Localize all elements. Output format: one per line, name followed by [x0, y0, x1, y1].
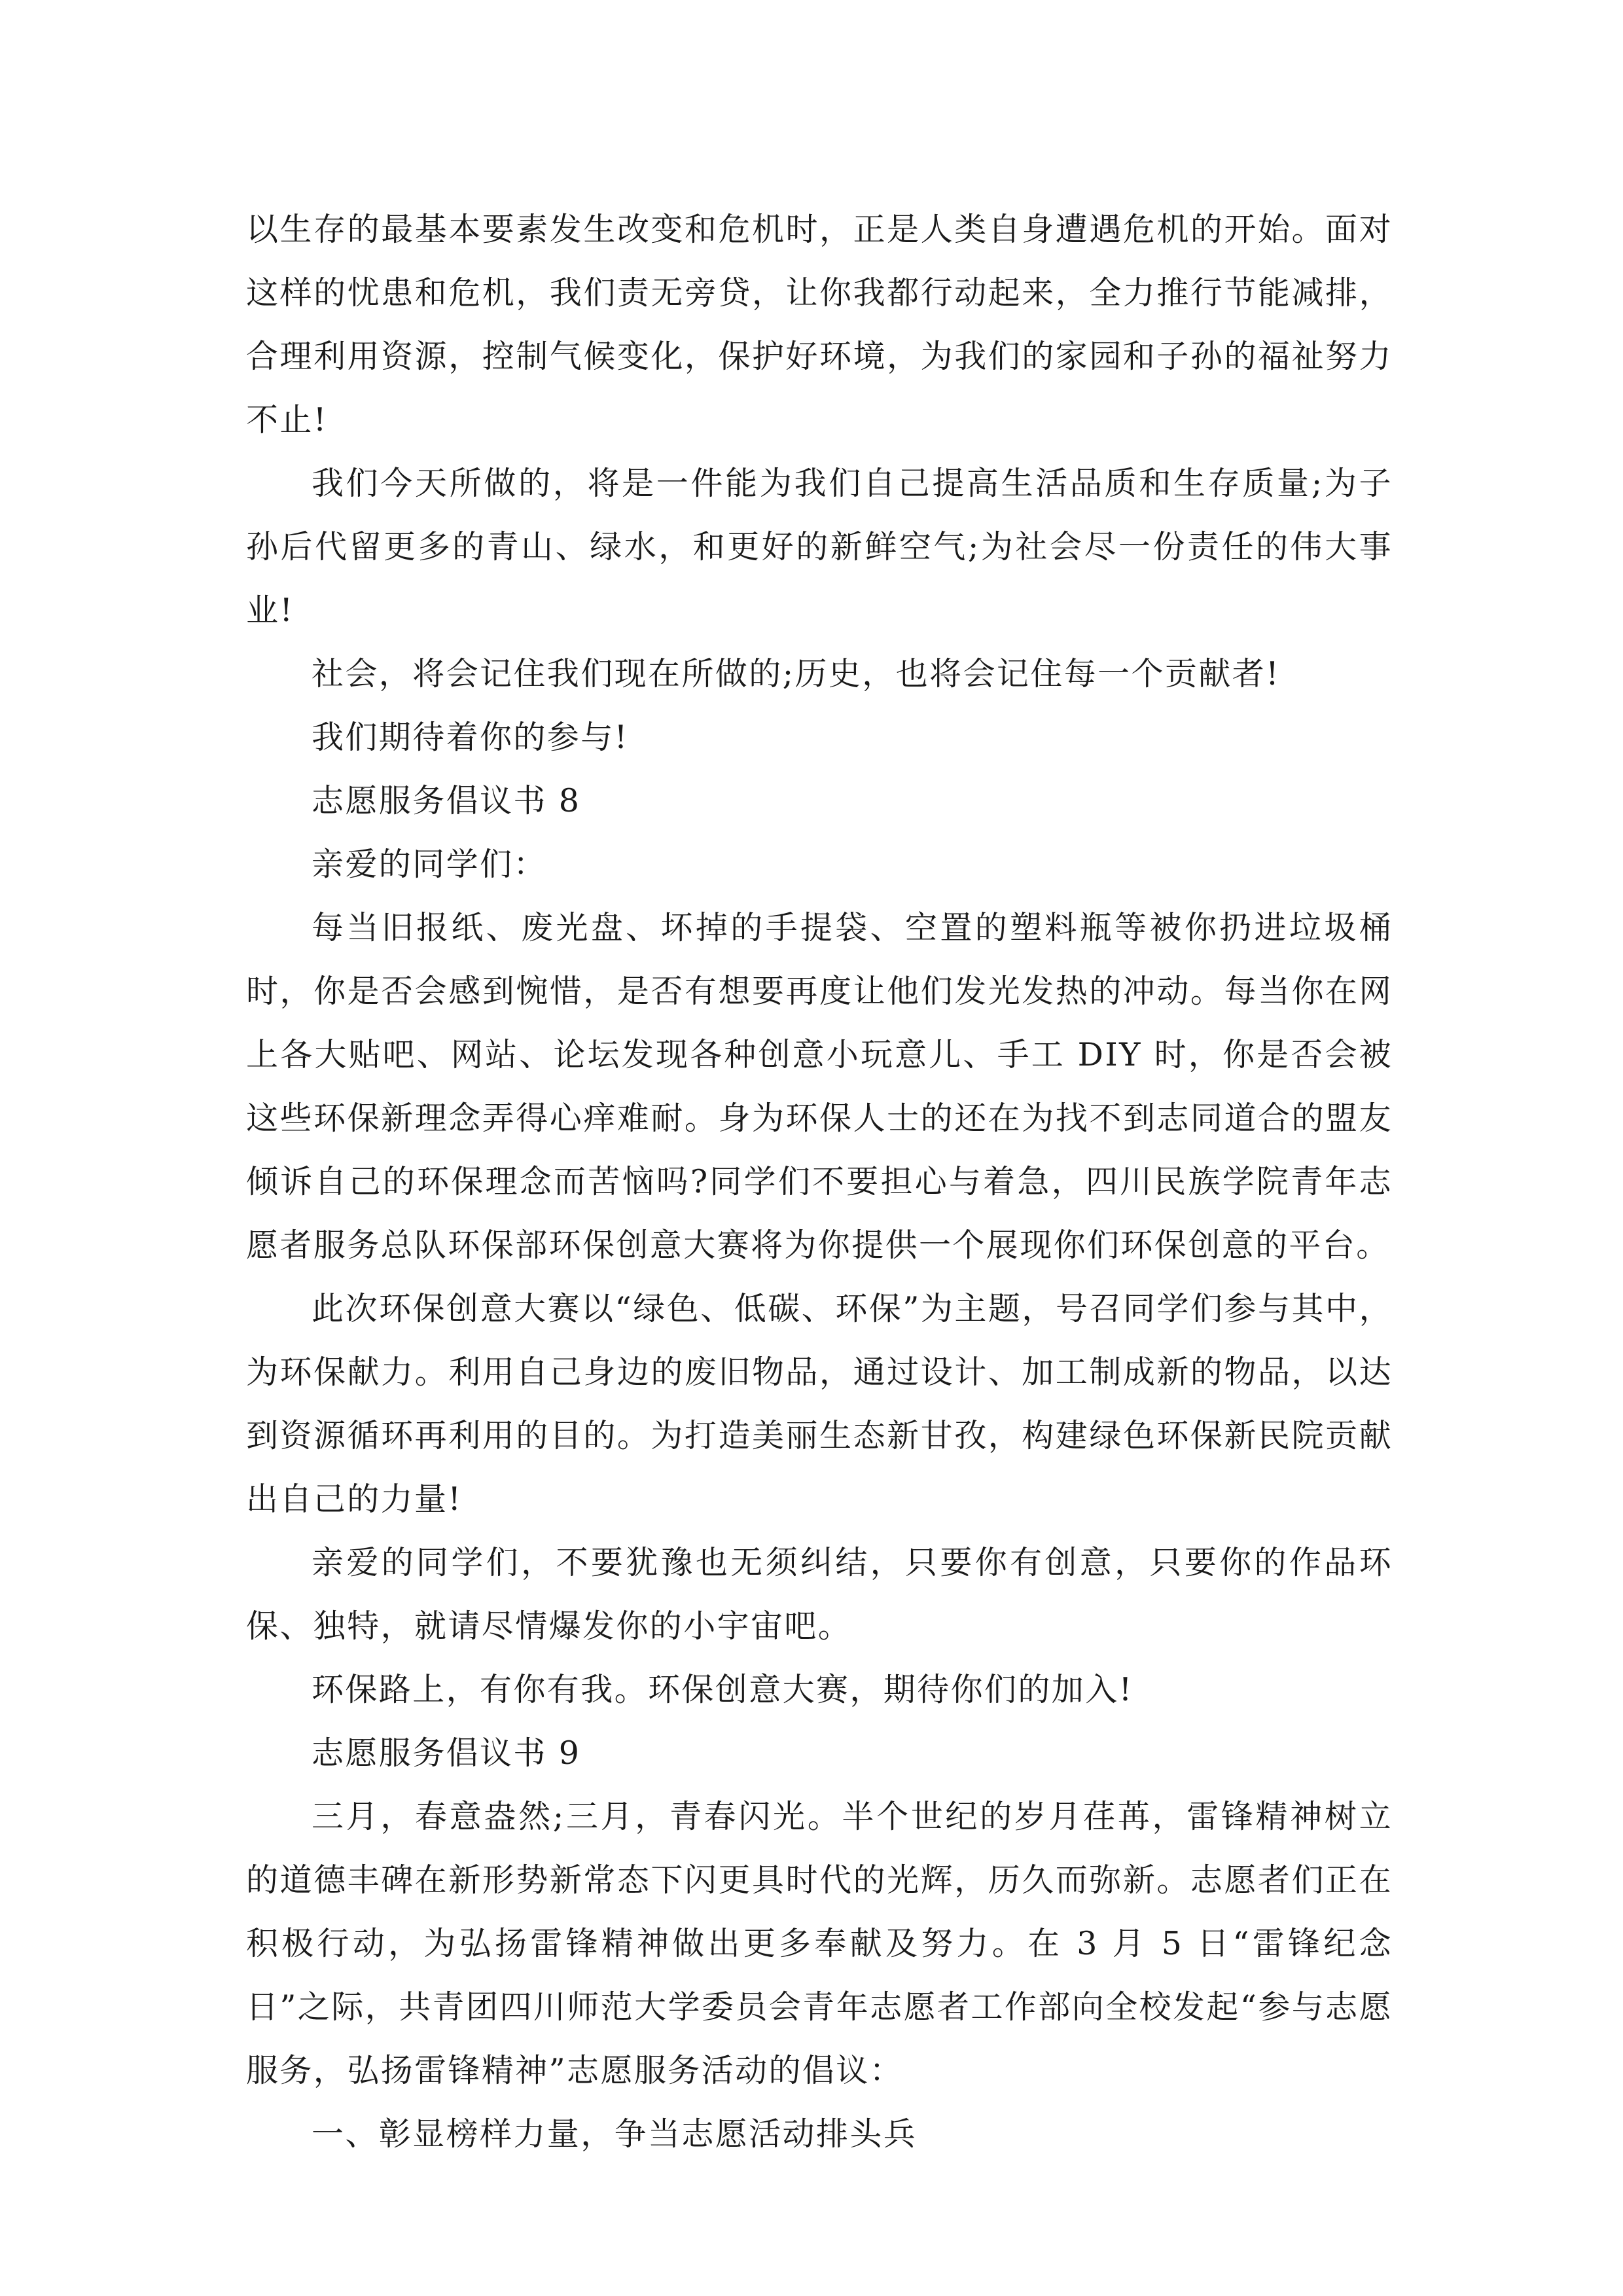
paragraph-continuation: 以生存的最基本要素发生改变和危机时，正是人类自身遭遇危机的开始。面对这样的忧患和危机，我们责无旁贷，让你我都行动起来，全力推行节能减排，合理利用资源，控制气候变化，保护好环境，为我们的家园和子孙的福祉努力不止!: [246, 211, 1393, 439]
paragraph: 亲爱的同学们，不要犹豫也无须纠结，只要你有创意，只要你的作品环保、独特，就请尽情爆发你的小宇宙吧。: [246, 1544, 1393, 1645]
section-heading: 志愿服务倡议书 8: [312, 782, 581, 819]
paragraph: 社会，将会记住我们现在所做的;历史，也将会记住每一个贡献者!: [312, 655, 1281, 692]
section-heading: 志愿服务倡议书 9: [312, 1734, 581, 1772]
list-item-heading: 一、彰显榜样力量，争当志愿活动排头兵: [312, 2115, 918, 2153]
paragraph: 此次环保创意大赛以“绿色、低碳、环保”为主题，号召同学们参与其中，为环保献力。利用自己身边的废旧物品，通过设计、加工制成新的物品，以达到资源循环再利用的目的。为打造美丽生态新甘孜，构建绿色环保新民院贡献出自己的力量!: [246, 1290, 1393, 1518]
salutation: 亲爱的同学们：: [312, 846, 547, 883]
paragraph: 我们期待着你的参与!: [312, 719, 629, 756]
paragraph: 三月，春意盎然;三月，青春闪光。半个世纪的岁月荏苒，雷锋精神树立的道德丰碑在新形势新常态下闪更具时代的光辉，历久而弥新。志愿者们正在积极行动，为弘扬雷锋精神做出更多奉献及努力。在 3 月 5 日“雷锋纪念日”之际，共青团四川师范大学委员会青年志愿者工作部向全校发起“参与志愿服务，弘扬雷锋精神”志愿服务活动的倡议：: [246, 1798, 1393, 2089]
document-body: [246, 198, 1393, 2166]
paragraph: 环保路上，有你有我。环保创意大赛，期待你们的加入!: [312, 1671, 1133, 1708]
paragraph: 我们今天所做的，将是一件能为我们自己提高生活品质和生存质量;为子孙后代留更多的青山、绿水，和更好的新鲜空气;为社会尽一份责任的伟大事业!: [246, 465, 1393, 629]
paragraph: 每当旧报纸、废光盘、坏掉的手提袋、空置的塑料瓶等被你扔进垃圾桶时，你是否会感到惋惜，是否有想要再度让他们发光发热的冲动。每当你在网上各大贴吧、网站、论坛发现各种创意小玩意儿、手工 DIY 时，你是否会被这些环保新理念弄得心痒难耐。身为环保人士的还在为找不到志同道合的盟友倾诉自己的环保理念而苦恼吗?同学们不要担心与着急，四川民族学院青年志愿者服务总队环保部环保创意大赛将为你提供一个展现你们环保创意的平台。: [246, 909, 1393, 1264]
